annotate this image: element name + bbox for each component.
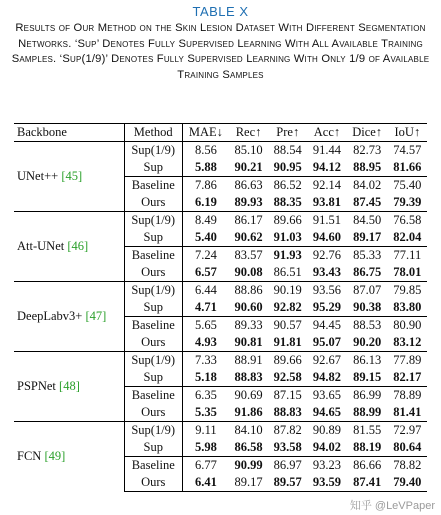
metric-cell: 88.54: [268, 142, 307, 160]
metric-cell: 90.95: [273, 160, 302, 174]
header-pre: Pre↑: [268, 124, 307, 142]
metric-cell: 88.86: [229, 282, 268, 300]
header-backbone: Backbone: [14, 124, 124, 142]
metric-cell: 95.29: [312, 300, 341, 314]
method-cell: Baseline: [124, 247, 182, 265]
method-cell: Sup: [124, 299, 182, 317]
metric-cell: 89.57: [268, 474, 307, 492]
metric-cell: 6.35: [182, 387, 229, 405]
metric-cell: 88.19: [353, 440, 382, 454]
method-cell: Sup(1/9): [124, 212, 182, 230]
table-row: [14, 142, 427, 160]
table-row: [14, 352, 427, 370]
metric-cell: 4.93: [194, 335, 217, 349]
metric-cell: 8.56: [182, 142, 229, 160]
metric-cell: 84.10: [229, 422, 268, 440]
metric-cell: 4.71: [194, 300, 217, 314]
backbone-name: DeepLabv3+: [17, 309, 83, 323]
metric-cell: 84.02: [347, 177, 388, 195]
metric-cell: 90.38: [353, 300, 382, 314]
header-dice: Dice↑: [347, 124, 388, 142]
metric-cell: 5.65: [182, 317, 229, 335]
metric-cell: 7.33: [182, 352, 229, 370]
metric-cell: 95.07: [312, 335, 341, 349]
metric-cell: 72.97: [388, 422, 427, 440]
metric-cell: 89.17: [229, 474, 268, 492]
metric-cell: 89.17: [353, 230, 382, 244]
metric-cell: 6.77: [182, 457, 229, 475]
metric-cell: 89.15: [353, 370, 382, 384]
metric-cell: 92.58: [273, 370, 302, 384]
metric-cell: 87.41: [347, 474, 388, 492]
metric-cell: 91.51: [307, 212, 346, 230]
backbone-cell: [14, 212, 124, 282]
metric-cell: 89.66: [268, 352, 307, 370]
metric-cell: 82.17: [393, 370, 422, 384]
metric-cell: 93.81: [312, 195, 341, 209]
method-cell: Sup(1/9): [124, 282, 182, 300]
method-cell: Sup: [124, 229, 182, 247]
metric-cell: 92.76: [307, 247, 346, 265]
metric-cell: 86.75: [353, 265, 382, 279]
backbone-cell: [14, 352, 124, 422]
backbone-cell: [14, 142, 124, 212]
metric-cell: 94.60: [312, 230, 341, 244]
metric-cell: 91.03: [273, 230, 302, 244]
metric-cell: 5.18: [194, 370, 217, 384]
metric-cell: 9.11: [182, 422, 229, 440]
table-caption: Results of Our Method on the Skin Lesion Dataset With Different Segmentation Networks. ‘Sup’ Denotes Fully Supervised Learning With All Available Training Samples. ‘Sup(1/9)’ Denotes Fully Supervised Learning With Only 1/9 of Available Training Samples: [11, 22, 430, 81]
method-cell: Ours: [124, 404, 182, 422]
header-rec: Rec↑: [229, 124, 268, 142]
metric-cell: 93.43: [312, 265, 341, 279]
metric-cell: 91.44: [307, 142, 346, 160]
method-cell: Baseline: [124, 387, 182, 405]
metric-cell: 5.35: [194, 405, 217, 419]
header-acc: Acc↑: [307, 124, 346, 142]
metric-cell: 91.93: [268, 247, 307, 265]
metric-cell: 91.81: [273, 335, 302, 349]
metric-cell: 88.99: [353, 405, 382, 419]
metric-cell: 88.91: [229, 352, 268, 370]
metric-cell: 91.86: [234, 405, 263, 419]
metric-cell: 81.55: [347, 422, 388, 440]
metric-cell: 86.17: [229, 212, 268, 230]
metric-cell: 79.40: [388, 474, 427, 492]
metric-cell: 5.88: [194, 160, 217, 174]
backbone-name: Att-UNet: [17, 239, 65, 253]
citation-link[interactable]: [47]: [85, 309, 107, 323]
metric-cell: 82.73: [347, 142, 388, 160]
method-cell: Sup(1/9): [124, 142, 182, 160]
method-cell: Baseline: [124, 457, 182, 475]
metric-cell: 87.82: [268, 422, 307, 440]
metric-cell: 88.83: [273, 405, 302, 419]
metric-cell: 94.65: [312, 405, 341, 419]
metric-cell: 86.97: [268, 457, 307, 475]
metric-cell: 90.21: [234, 160, 263, 174]
metric-cell: 81.66: [393, 160, 422, 174]
metric-cell: 90.89: [307, 422, 346, 440]
metric-cell: 5.40: [194, 230, 217, 244]
metric-cell: 86.52: [268, 177, 307, 195]
caption-label: TABLE X: [192, 4, 249, 19]
metric-cell: 78.82: [388, 457, 427, 475]
metric-cell: 77.11: [388, 247, 427, 265]
method-cell: Baseline: [124, 317, 182, 335]
metric-cell: 84.50: [347, 212, 388, 230]
metric-cell: 75.40: [388, 177, 427, 195]
metric-cell: 83.57: [229, 247, 268, 265]
metric-cell: 90.99: [229, 457, 268, 475]
metric-cell: 88.35: [273, 195, 302, 209]
results-table: [14, 123, 427, 492]
citation-link[interactable]: [45]: [61, 169, 83, 183]
metric-cell: 6.44: [182, 282, 229, 300]
metric-cell: 79.39: [393, 195, 422, 209]
metric-cell: 6.19: [194, 195, 217, 209]
metric-cell: 90.57: [268, 317, 307, 335]
method-cell: Ours: [124, 264, 182, 282]
metric-cell: 90.69: [229, 387, 268, 405]
table-header: [14, 124, 427, 142]
method-cell: Sup: [124, 369, 182, 387]
metric-cell: 87.45: [353, 195, 382, 209]
metric-cell: 87.15: [268, 387, 307, 405]
header-mae: MAE↓: [182, 124, 229, 142]
metric-cell: 8.49: [182, 212, 229, 230]
metric-cell: 86.58: [234, 440, 263, 454]
table-row: [14, 422, 427, 440]
header-row: [14, 124, 427, 142]
metric-cell: 5.98: [194, 440, 217, 454]
method-cell: Baseline: [124, 177, 182, 195]
method-cell: Sup: [124, 439, 182, 457]
backbone-name: PSPNet: [17, 379, 56, 393]
metric-cell: 94.12: [312, 160, 341, 174]
metric-cell: 86.51: [273, 265, 302, 279]
method-cell: Ours: [124, 474, 182, 492]
header-method: Method: [124, 124, 182, 142]
citation-link[interactable]: [48]: [59, 379, 80, 393]
metric-cell: 85.33: [347, 247, 388, 265]
metric-cell: 90.60: [234, 300, 263, 314]
metric-cell: 88.95: [353, 160, 382, 174]
metric-cell: 86.13: [347, 352, 388, 370]
method-cell: Ours: [124, 194, 182, 212]
metric-cell: 6.57: [194, 265, 217, 279]
metric-cell: 90.81: [234, 335, 263, 349]
metric-cell: 82.04: [393, 230, 422, 244]
backbone-name: FCN: [17, 449, 42, 464]
metric-cell: 86.66: [347, 457, 388, 475]
metric-cell: 78.89: [388, 387, 427, 405]
citation-link[interactable]: [46]: [67, 239, 89, 253]
metric-cell: 93.58: [273, 440, 302, 454]
backbone-cell: [14, 282, 124, 352]
backbone-name: UNet++: [17, 169, 59, 183]
metric-cell: 94.45: [307, 317, 346, 335]
metric-cell: 86.63: [229, 177, 268, 195]
metric-cell: 88.83: [234, 370, 263, 384]
metric-cell: 93.65: [307, 387, 346, 405]
metric-cell: 74.57: [388, 142, 427, 160]
metric-cell: 90.62: [234, 230, 263, 244]
metric-cell: 94.02: [312, 440, 341, 454]
metric-cell: 93.59: [307, 474, 346, 492]
metric-cell: 90.19: [268, 282, 307, 300]
metric-cell: 89.93: [234, 195, 263, 209]
metric-cell: 88.53: [347, 317, 388, 335]
metric-cell: 87.07: [347, 282, 388, 300]
metric-cell: 92.82: [273, 300, 302, 314]
method-cell: Sup: [124, 159, 182, 177]
citation-link[interactable]: [49]: [44, 449, 66, 464]
metric-cell: 90.20: [353, 335, 382, 349]
table-row: [14, 282, 427, 300]
metric-cell: 83.80: [393, 300, 422, 314]
metric-cell: 89.33: [229, 317, 268, 335]
metric-cell: 86.99: [347, 387, 388, 405]
metric-cell: 77.89: [388, 352, 427, 370]
metric-cell: 80.64: [393, 440, 422, 454]
metric-cell: 94.82: [312, 370, 341, 384]
metric-cell: 89.66: [268, 212, 307, 230]
metric-cell: 93.23: [307, 457, 346, 475]
method-cell: Sup(1/9): [124, 422, 182, 440]
metric-cell: 7.86: [182, 177, 229, 195]
metric-cell: 80.90: [388, 317, 427, 335]
metric-cell: 85.10: [229, 142, 268, 160]
table-row: [14, 212, 427, 230]
watermark: 知乎 @LeVPaper: [349, 500, 435, 512]
metric-cell: 93.56: [307, 282, 346, 300]
metric-cell: 6.41: [182, 474, 229, 492]
metric-cell: 7.24: [182, 247, 229, 265]
metric-cell: 92.67: [307, 352, 346, 370]
header-iou: IoU↑: [388, 124, 427, 142]
metric-cell: 90.08: [234, 265, 263, 279]
metric-cell: 79.85: [388, 282, 427, 300]
backbone-cell: [14, 422, 124, 492]
metric-cell: 92.14: [307, 177, 346, 195]
metric-cell: 76.58: [388, 212, 427, 230]
method-cell: Sup(1/9): [124, 352, 182, 370]
metric-cell: 81.41: [393, 405, 422, 419]
method-cell: Ours: [124, 334, 182, 352]
metric-cell: 78.01: [393, 265, 422, 279]
metric-cell: 83.12: [393, 335, 422, 349]
table-body: [14, 142, 427, 492]
